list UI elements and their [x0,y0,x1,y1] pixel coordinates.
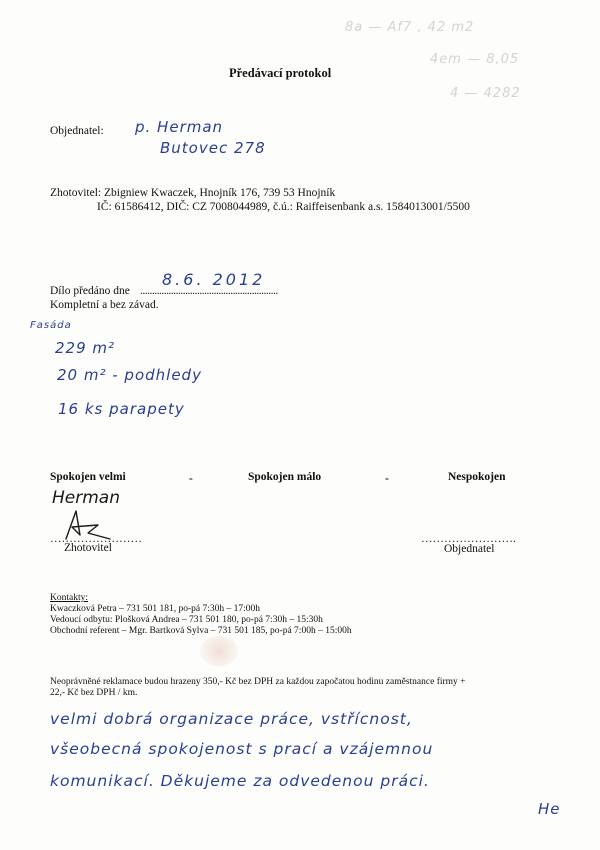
objednatel-label: Objednatel: [50,125,104,137]
objednatel-address-handwritten: Butovec 278 [160,139,266,157]
zhotovitel-signature-dots: …………………… [50,533,142,545]
notes-line-1: 229 m² [55,339,116,357]
feedback-line-3: komunikací. Děkujeme za odvedenou práci. [50,772,430,790]
separator-dash-2: - [385,473,389,485]
reklamace-line-2: 22,- Kč bez DPH / km. [50,688,138,698]
feedback-line-2: všeobecná spokojenost s prací a vzájemnou [50,740,434,758]
customer-signature-handwritten: Herman [52,488,120,508]
objednatel-signature-dots: ……………………. [421,533,516,545]
contact-line: Obchodní referent – Mgr. Bartková Sylva – 731 501 185, po-pá 7:00h – 15:00h [50,626,352,636]
contact-line: Kwaczková Petra – 731 501 181, po-pá 7:30h – 17:00h [50,604,261,614]
zhotovitel-line-1: Zhotovitel: Zbigniew Kwaczek, Hnojník 176, 739 53 Hnojník [50,187,336,199]
feedback-initials: He [538,800,561,818]
objednatel-name-handwritten: p. Herman [135,118,224,136]
dilo-date-handwritten: 8.6. 2012 [162,270,266,289]
paper-stain [200,636,238,666]
contact-line: Vedoucí odbytu: Plošková Andrea – 731 501 180, po-pá 7:30h – 15:30h [50,615,323,625]
option-nespokojen: Nespokojen [448,471,506,483]
zhotovitel-signature-label: Zhotovitel [64,542,112,554]
notes-heading-handwritten: Fasáda [30,320,72,331]
notes-line-2: 20 m² - podhledy [57,366,202,384]
option-spokojen-velmi: Spokojen velmi [50,471,126,483]
notes-line-3: 16 ks parapety [58,400,185,418]
dilo-date-dots: .......................................................... [140,285,278,297]
option-spokojen-malo: Spokojen málo [248,471,322,483]
separator-dash-1: - [189,473,193,485]
bleed-through-line-3: 4 — 4282 [450,86,521,101]
bleed-through-line-2: 4em — 8,05 [430,52,520,67]
contacts-heading: Kontakty: [50,593,88,603]
dilo-predano-label: Dílo předáno dne [50,285,130,297]
kompletni-text: Kompletní a bez závad. [50,299,159,311]
objednatel-signature-label: Objednatel [444,543,495,555]
zhotovitel-line-2: IČ: 61586412, DIČ: CZ 7008044989, č.ú.: Raiffeisenbank a.s. 1584013001/5500 [97,201,470,213]
reklamace-line-1: Neoprávněné reklamace budou hrazeny 350,- Kč bez DPH za každou započatou hodinu zaměstnance firmy + [50,677,466,687]
document-title: Předávací protokol [229,66,332,80]
bleed-through-line-1: 8a — Af7 , 42 m2 [345,20,475,35]
feedback-line-1: velmi dobrá organizace práce, vstřícnost, [50,710,413,728]
